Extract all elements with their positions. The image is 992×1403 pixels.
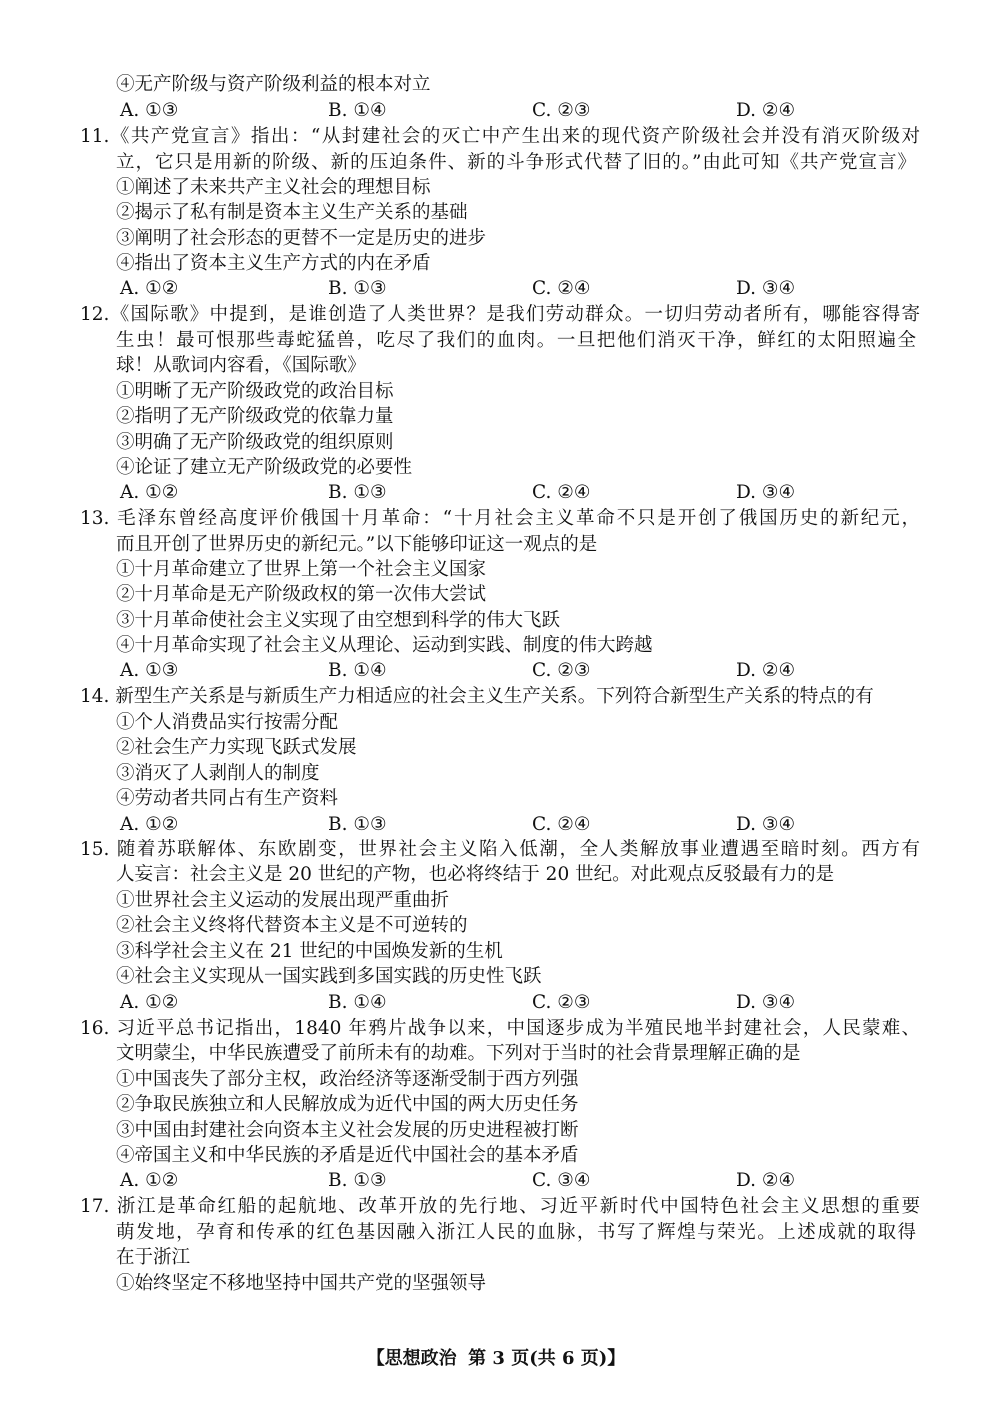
footer-subject: 【思想政治 (366, 1348, 457, 1369)
q15-stem-line-1: 15. 随着苏联解体、东欧剧变，世界社会主义陷入低潮，全人类解放事业遭遇至暗时刻。西方有 (80, 839, 920, 860)
q12-option-b: B. ①③ (328, 482, 387, 503)
q13-option-d: D. ②④ (736, 660, 796, 681)
q15-option-c: C. ②③ (532, 992, 591, 1013)
q12-item-3: ③明确了无产阶级政党的组织原则 (116, 432, 394, 453)
q12-stem-line-2: 生虫！最可恨那些毒蛇猛兽，吃尽了我们的血肉。一旦把他们消灭干净，鲜红的太阳照遍全 (116, 330, 916, 351)
q14-item-1: ①个人消费品实行按需分配 (116, 712, 339, 733)
q16-stem-line-1: 16. 习近平总书记指出，1840 年鸦片战争以来，中国逐步成为半殖民地半封建社会，人民蒙难、 (80, 1018, 920, 1039)
q14-options (120, 812, 920, 838)
footer-page-number: 第 3 页(共 6 页)】 (468, 1348, 626, 1369)
q14-item-2: ②社会生产力实现飞跃式发展 (116, 737, 357, 758)
q10-options (120, 98, 920, 124)
q13-option-a: A. ①③ (120, 660, 179, 681)
q11-options (120, 276, 920, 302)
q16-options (120, 1168, 920, 1194)
q12-option-a: A. ①② (120, 482, 179, 503)
q15-item-1: ①世界社会主义运动的发展出现严重曲折 (116, 890, 450, 911)
q14-option-d: D. ③④ (736, 814, 796, 835)
q16-option-c: C. ③④ (532, 1170, 591, 1191)
q16-item-4: ④帝国主义和中华民族的矛盾是近代中国社会的基本矛盾 (116, 1145, 579, 1166)
q12-stem-line-3: 球！从歌词内容看，《国际歌》 (116, 355, 366, 376)
q12-stem-line-1: 12.《国际歌》中提到，是谁创造了人类世界？是我们劳动群众。一切归劳动者所有，哪能容得寄 (80, 304, 920, 325)
q11-stem-line-1: 11.《共产党宣言》指出：“从封建社会的灭亡中产生出来的现代资产阶级社会并没有消灭阶级对 (80, 126, 920, 147)
q14-option-c: C. ②④ (532, 814, 591, 835)
q16-item-3: ③中国由封建社会向资本主义社会发展的历史进程被打断 (116, 1120, 579, 1141)
q12-item-1: ①明晰了无产阶级政党的政治目标 (116, 381, 394, 402)
q13-item-1: ①十月革命建立了世界上第一个社会主义国家 (116, 559, 487, 580)
q13-option-c: C. ②③ (532, 660, 591, 681)
q15-options (120, 990, 920, 1016)
q12-item-4: ④论证了建立无产阶级政党的必要性 (116, 457, 413, 478)
q17-stem-line-1: 17. 浙江是革命红船的起航地、改革开放的先行地、习近平新时代中国特色社会主义思想的重要 (80, 1196, 920, 1217)
q16-stem-line-2: 文明蒙尘，中华民族遭受了前所未有的劫难。下列对于当时的社会背景理解正确的是 (116, 1043, 801, 1064)
q15-option-d: D. ③④ (736, 992, 796, 1013)
q15-option-a: A. ①② (120, 992, 179, 1013)
q11-stem-line-2: 立，它只是用新的阶级、新的压迫条件、新的斗争形式代替了旧的。”由此可知《共产党宣言》 (116, 152, 916, 173)
q15-item-2: ②社会主义终将代替资本主义是不可逆转的 (116, 915, 468, 936)
q10-option-d: D. ②④ (736, 100, 796, 121)
q13-stem-line-1: 13. 毛泽东曾经高度评价俄国十月革命：“十月社会主义革命不只是开创了俄国历史的新纪元， (80, 508, 920, 529)
q15-option-b: B. ①④ (328, 992, 387, 1013)
q13-options (120, 658, 920, 684)
q15-stem-line-2: 人妄言：社会主义是 20 世纪的产物，也必将终结于 20 世纪。对此观点反驳最有力的是 (116, 864, 835, 885)
q11-item-4: ④指出了资本主义生产方式的内在矛盾 (116, 253, 431, 274)
q12-item-2: ②指明了无产阶级政党的依靠力量 (116, 406, 394, 427)
q14-stem-line-1: 14. 新型生产关系是与新质生产力相适应的社会主义生产关系。下列符合新型生产关系的特点的有 (80, 686, 874, 707)
q11-item-2: ②揭示了私有制是资本主义生产关系的基础 (116, 202, 468, 223)
q13-item-4: ④十月革命实现了社会主义从理论、运动到实践、制度的伟大跨越 (116, 635, 653, 656)
q11-item-1: ①阐述了未来共产主义社会的理想目标 (116, 177, 431, 198)
q17-item-1: ①始终坚定不移地坚持中国共产党的坚强领导 (116, 1273, 487, 1294)
q17-stem-line-2: 萌发地，孕育和传承的红色基因融入浙江人民的血脉，书写了辉煌与荣光。上述成就的取得 (116, 1222, 916, 1243)
q11-option-c: C. ②④ (532, 278, 591, 299)
q17-stem-line-3: 在于浙江 (116, 1247, 191, 1268)
q16-option-a: A. ①② (120, 1170, 179, 1191)
q13-item-2: ②十月革命是无产阶级政权的第一次伟大尝试 (116, 584, 487, 605)
q12-options (120, 480, 920, 506)
q11-item-3: ③阐明了社会形态的更替不一定是历史的进步 (116, 228, 487, 249)
q15-item-3: ③科学社会主义在 21 世纪的中国焕发新的生机 (116, 941, 503, 962)
q10-option-a: A. ①③ (120, 100, 179, 121)
q11-option-b: B. ①③ (328, 278, 387, 299)
q12-option-d: D. ③④ (736, 482, 796, 503)
q16-option-b: B. ①③ (328, 1170, 387, 1191)
q14-item-3: ③消灭了人剥削人的制度 (116, 763, 320, 784)
q10-option-b: B. ①④ (328, 100, 387, 121)
q14-item-4: ④劳动者共同占有生产资料 (116, 788, 339, 809)
q16-item-1: ①中国丧失了部分主权，政治经济等逐渐受制于西方列强 (116, 1069, 579, 1090)
q16-item-2: ②争取民族独立和人民解放成为近代中国的两大历史任务 (116, 1094, 579, 1115)
q13-option-b: B. ①④ (328, 660, 387, 681)
q16-option-d: D. ②④ (736, 1170, 796, 1191)
q10-item-4: ④无产阶级与资产阶级利益的根本对立 (116, 74, 431, 95)
q14-option-a: A. ①② (120, 814, 179, 835)
q10-option-c: C. ②③ (532, 100, 591, 121)
q13-item-3: ③十月革命使社会主义实现了由空想到科学的伟大飞跃 (116, 610, 561, 631)
q15-item-4: ④社会主义实现从一国实践到多国实践的历史性飞跃 (116, 966, 542, 987)
q11-option-a: A. ①② (120, 278, 179, 299)
q12-option-c: C. ②④ (532, 482, 591, 503)
q13-stem-line-2: 而且开创了世界历史的新纪元。”以下能够印证这一观点的是 (116, 534, 598, 555)
q14-option-b: B. ①③ (328, 814, 387, 835)
q11-option-d: D. ③④ (736, 278, 796, 299)
page-footer (0, 1346, 992, 1372)
